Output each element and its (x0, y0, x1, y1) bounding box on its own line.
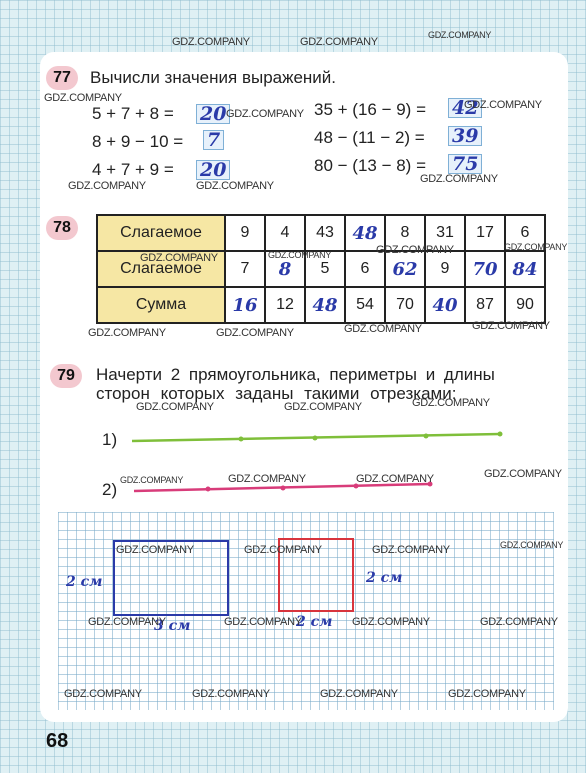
page-number: 68 (46, 730, 69, 752)
watermark: GDZ.COMPANY (372, 544, 450, 556)
table-cell: 17 (465, 215, 505, 251)
answer-cell[interactable]: 40 (425, 287, 465, 323)
watermark: GDZ.COMPANY (140, 252, 218, 264)
table-cell: 5 (305, 251, 345, 287)
watermark: GDZ.COMPANY (412, 397, 490, 409)
answer-cell[interactable]: 70 (465, 251, 505, 287)
watermark: GDZ.COMPANY (472, 320, 550, 332)
task-77-expr-2: 8 + 9 − 10 = (92, 132, 184, 151)
segment-1 (128, 428, 508, 448)
table-cell: 4 (265, 215, 305, 251)
answer-cell[interactable]: 84 (505, 251, 545, 287)
table-row (97, 287, 545, 323)
task-79-number: 79 (50, 364, 82, 388)
watermark: GDZ.COMPANY (136, 401, 214, 413)
table-cell: 43 (305, 215, 345, 251)
watermark: GDZ.COMPANY (116, 544, 194, 556)
segment-2-mark-1 (206, 487, 211, 492)
table-cell: 9 (225, 215, 265, 251)
table-cell: 6 (505, 215, 545, 251)
watermark: GDZ.COMPANY (284, 401, 362, 413)
watermark: GDZ.COMPANY (300, 36, 378, 48)
segment-1-mark-4 (498, 432, 503, 437)
watermark: GDZ.COMPANY (228, 473, 306, 485)
task-77-expr-6: 80 − (13 − 8) = (314, 156, 426, 175)
answer-cell[interactable]: 48 (305, 287, 345, 323)
watermark: GDZ.COMPANY (120, 475, 184, 485)
task-77-answer-1[interactable]: 20 (196, 104, 230, 124)
watermark: GDZ.COMPANY (216, 327, 294, 339)
watermark: GDZ.COMPANY (376, 244, 454, 256)
segment-1-mark-1 (239, 437, 244, 442)
watermark: GDZ.COMPANY (344, 323, 422, 335)
task-77-answer-2[interactable]: 7 (203, 130, 224, 150)
watermark: GDZ.COMPANY (504, 242, 568, 252)
task-77-expr-1: 5 + 7 + 8 = (92, 104, 174, 123)
watermark: GDZ.COMPANY (44, 92, 122, 104)
sums-table (96, 214, 546, 324)
answer-cell[interactable]: 8 (265, 251, 305, 287)
task-77-expr-4: 35 + (16 − 9) = (314, 100, 426, 119)
table-cell: 54 (345, 287, 385, 323)
table-cell: 90 (505, 287, 545, 323)
rect-1-height-label: 2 см (66, 574, 103, 590)
watermark: GDZ.COMPANY (352, 616, 430, 628)
segment-1-mark-2 (313, 436, 318, 441)
task-77-expr-5: 48 − (11 − 2) = (314, 128, 425, 147)
table-row (97, 215, 545, 251)
watermark: GDZ.COMPANY (196, 180, 274, 192)
segment-2-label: 2) (102, 480, 118, 499)
row-header: Слагаемое (97, 215, 225, 251)
table-cell: 70 (385, 287, 425, 323)
row-header: Слагаемое (97, 251, 225, 287)
task-77-answer-4[interactable]: 42 (448, 98, 482, 118)
watermark: GDZ.COMPANY (268, 250, 332, 260)
task-78-number: 78 (46, 216, 78, 240)
answer-cell[interactable]: 62 (385, 251, 425, 287)
watermark: GDZ.COMPANY (224, 616, 302, 628)
watermark: GDZ.COMPANY (88, 616, 166, 628)
task-79-text-line1: Начерти 2 прямоугольника, периметры и длины (96, 365, 495, 384)
table-cell: 12 (265, 287, 305, 323)
table-cell: 7 (225, 251, 265, 287)
rect-2-width-label: 2 см (296, 614, 333, 630)
watermark: GDZ.COMPANY (244, 544, 322, 556)
task-77-answer-3[interactable]: 20 (196, 160, 230, 180)
watermark: GDZ.COMPANY (226, 108, 304, 120)
watermark: GDZ.COMPANY (68, 180, 146, 192)
segment-1-label: 1) (102, 430, 118, 449)
rect-1-width-label: 3 см (154, 618, 191, 634)
watermark: GDZ.COMPANY (464, 99, 542, 111)
rect-2-height-label: 2 см (366, 570, 403, 586)
segment-2-mark-2 (281, 486, 286, 491)
watermark: GDZ.COMPANY (428, 30, 492, 40)
segment-1-mark-3 (424, 434, 429, 439)
table-cell: 87 (465, 287, 505, 323)
watermark: GDZ.COMPANY (64, 688, 142, 700)
watermark: GDZ.COMPANY (320, 688, 398, 700)
task-77-number: 77 (46, 66, 78, 90)
task-77-title: Вычисли значения выражений. (90, 68, 337, 87)
watermark: GDZ.COMPANY (88, 327, 166, 339)
task-77-answer-6[interactable]: 75 (448, 154, 482, 174)
watermark: GDZ.COMPANY (480, 616, 558, 628)
watermark: GDZ.COMPANY (484, 468, 562, 480)
watermark: GDZ.COMPANY (356, 473, 434, 485)
table-cell: 9 (425, 251, 465, 287)
table-cell: 8 (385, 215, 425, 251)
task-77-answer-5[interactable]: 39 (448, 126, 482, 146)
watermark: GDZ.COMPANY (448, 688, 526, 700)
task-77-expr-3: 4 + 7 + 9 = (92, 160, 174, 179)
row-header: Сумма (97, 287, 225, 323)
task-79-text-line2: сторон которых заданы такими отрезками: (96, 384, 457, 403)
answer-cell[interactable]: 48 (345, 215, 385, 251)
watermark: GDZ.COMPANY (172, 36, 250, 48)
watermark: GDZ.COMPANY (420, 173, 498, 185)
watermark: GDZ.COMPANY (500, 540, 564, 550)
watermark: GDZ.COMPANY (192, 688, 270, 700)
table-cell: 31 (425, 215, 465, 251)
answer-cell[interactable]: 16 (225, 287, 265, 323)
table-cell: 6 (345, 251, 385, 287)
